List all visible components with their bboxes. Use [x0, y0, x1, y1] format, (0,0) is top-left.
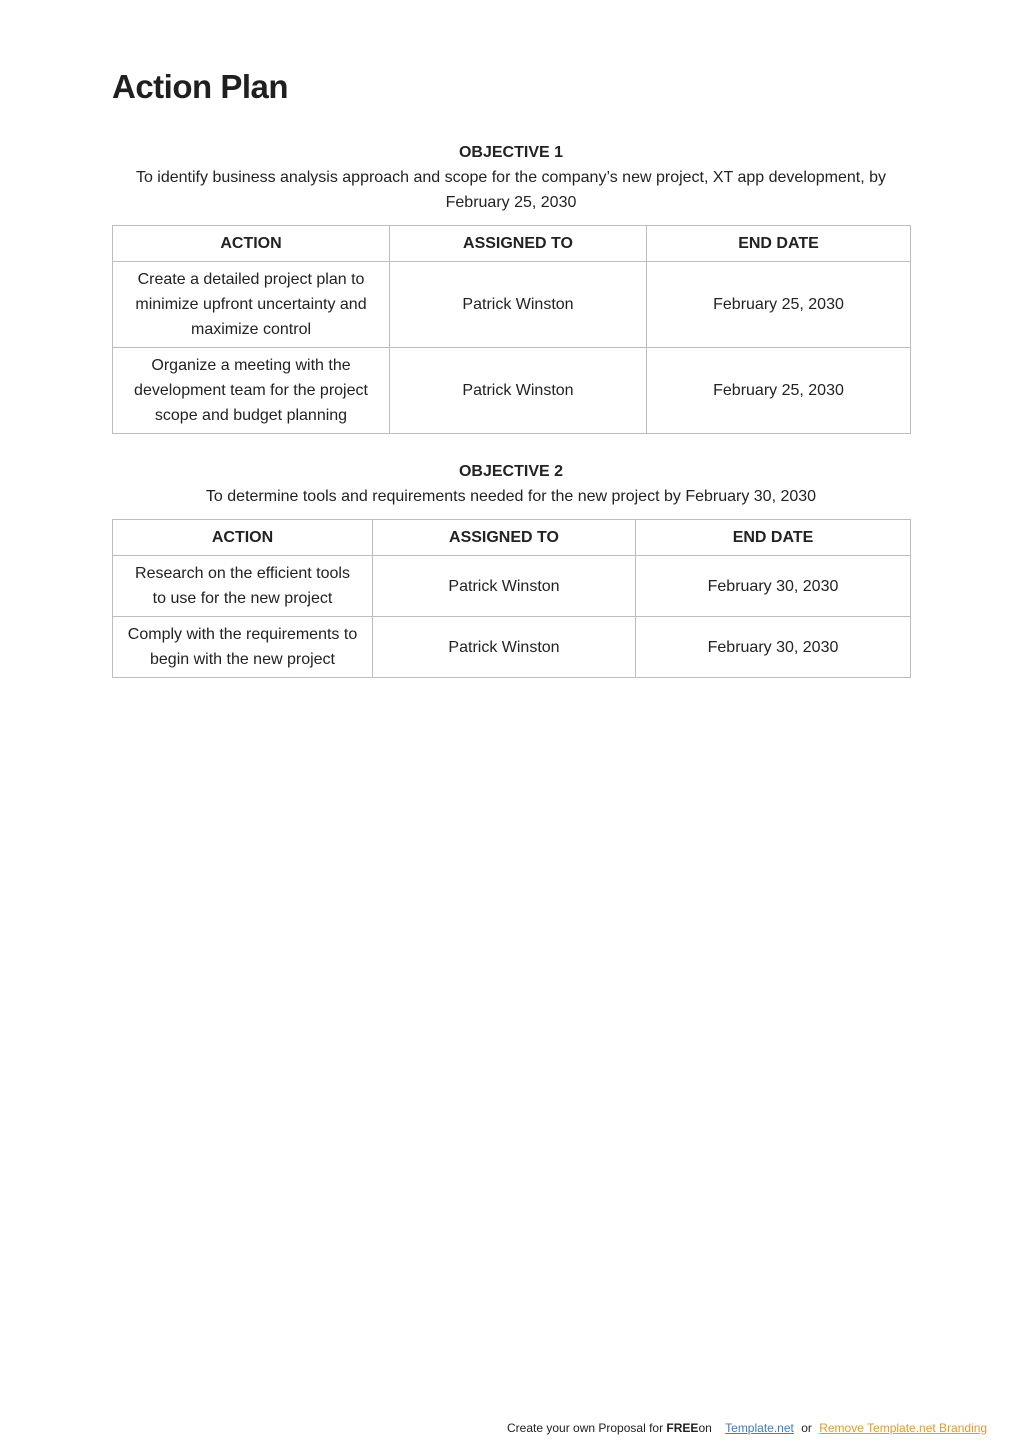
- assigned-to-cell: Patrick Winston: [373, 617, 636, 678]
- column-header-assigned-to: ASSIGNED TO: [390, 226, 647, 262]
- objective-1-section: [112, 140, 910, 215]
- objective-1-heading: OBJECTIVE 1: [458, 144, 564, 161]
- page-title: Action Plan: [112, 68, 289, 105]
- table-row: [113, 617, 911, 678]
- action-cell: Organize a meeting with the development team for the project scope and budget planning: [113, 348, 390, 434]
- objective-2-heading: OBJECTIVE 2: [458, 463, 564, 480]
- action-cell: Research on the efficient tools to use for the new project: [113, 556, 373, 617]
- table-row: [113, 348, 911, 434]
- footer-branding: [507, 1420, 987, 1436]
- table-row: [113, 262, 911, 348]
- template-net-link[interactable]: Template.net: [725, 1421, 794, 1435]
- end-date-cell: February 25, 2030: [647, 262, 911, 348]
- column-header-end-date: END DATE: [647, 226, 911, 262]
- end-date-cell: February 30, 2030: [636, 556, 911, 617]
- action-cell: Create a detailed project plan to minimize upfront uncertainty and maximize control: [113, 262, 390, 348]
- column-header-action: ACTION: [113, 226, 390, 262]
- footer-free: FREE: [666, 1421, 699, 1435]
- column-header-assigned-to: ASSIGNED TO: [373, 520, 636, 556]
- objective-2-section: [112, 459, 910, 509]
- assigned-to-cell: Patrick Winston: [390, 348, 647, 434]
- column-header-end-date: END DATE: [636, 520, 911, 556]
- end-date-cell: February 25, 2030: [647, 348, 911, 434]
- column-header-action: ACTION: [113, 520, 373, 556]
- table-header-row: [113, 226, 911, 262]
- assigned-to-cell: Patrick Winston: [390, 262, 647, 348]
- remove-branding-link[interactable]: Remove Template.net Branding: [819, 1421, 988, 1435]
- footer-prefix: Create your own Proposal for: [507, 1421, 664, 1435]
- objective-2-description: To determine tools and requirements needed for the new project by February 30, 2030: [205, 488, 817, 505]
- table-row: [113, 556, 911, 617]
- table-header-row: [113, 520, 911, 556]
- objective-2-table: [112, 519, 911, 678]
- end-date-cell: February 30, 2030: [636, 617, 911, 678]
- objective-1-table: [112, 225, 911, 434]
- action-cell: Comply with the requirements to begin with the new project: [113, 617, 373, 678]
- assigned-to-cell: Patrick Winston: [373, 556, 636, 617]
- footer-or: or: [801, 1421, 812, 1435]
- objective-1-description: To identify business analysis approach and scope for the company’s new project, XT app development, by February 25, 2030: [135, 169, 887, 211]
- footer-on: on: [698, 1421, 712, 1435]
